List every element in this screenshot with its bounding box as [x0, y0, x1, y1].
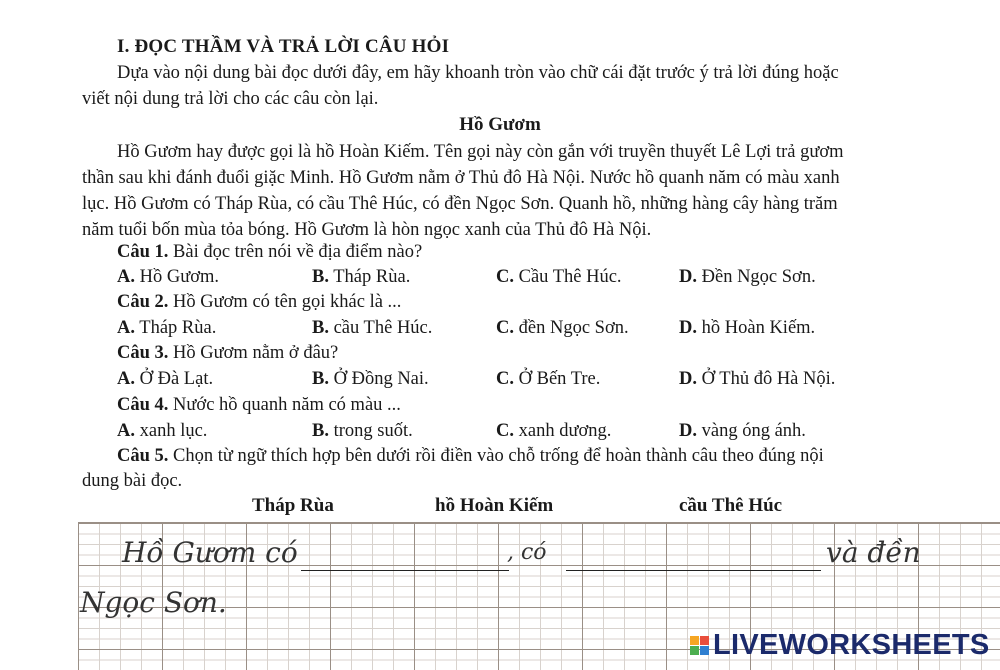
q4-option-c[interactable]: C. xanh dương.	[496, 421, 612, 441]
q3-option-b[interactable]: B. Ở Đồng Nai.	[312, 369, 429, 389]
question-3	[117, 343, 338, 364]
question-text: Chọn từ ngữ thích hợp bên dưới rồi điền vào chỗ trống để hoàn thành câu theo đúng nội	[168, 446, 824, 466]
section-title: I. ĐỌC THẦM VÀ TRẢ LỜI CÂU HỎI	[117, 36, 450, 57]
answer-blank-2[interactable]	[566, 570, 821, 571]
q1-option-b[interactable]: B. Tháp Rùa.	[312, 267, 411, 287]
question-label: Câu 5.	[117, 446, 169, 466]
passage-line: năm tuổi bốn mùa tỏa bóng. Hồ Gươm là hòn ngọc xanh của Thủ đô Hà Nội.	[82, 220, 652, 240]
word-bank-item[interactable]: cầu Thê Húc	[679, 495, 783, 516]
question-text: Nước hồ quanh năm có màu ...	[168, 395, 401, 415]
passage-line: Hồ Gươm hay được gọi là hồ Hoàn Kiếm. Tên gọi này còn gắn với truyền thuyết Lê Lợi trả gươm	[117, 142, 844, 162]
handwriting-text: và đền	[826, 536, 921, 569]
q2-option-a[interactable]: A. Tháp Rùa.	[117, 318, 217, 338]
question-label: Câu 3.	[117, 343, 169, 363]
passage-line: thần sau khi đánh đuổi giặc Minh. Hồ Gươm nằm ở Thủ đô Hà Nội. Nước hồ quanh năm có màu xanh	[82, 168, 840, 188]
question-label: Câu 2.	[117, 292, 169, 312]
liveworksheets-logo	[690, 628, 990, 662]
handwriting-text: , có	[507, 540, 547, 565]
answer-blank-1[interactable]	[301, 570, 509, 571]
q3-option-c[interactable]: C. Ở Bến Tre.	[496, 369, 601, 389]
handwriting-text: Hồ Gươm có	[122, 536, 298, 569]
passage-line: lục. Hồ Gươm có Tháp Rùa, có cầu Thê Húc, có đền Ngọc Sơn. Quanh hồ, những hàng cây hàng trăm	[82, 194, 838, 214]
q2-option-d[interactable]: D. hồ Hoàn Kiếm.	[679, 318, 816, 338]
word-bank-item[interactable]: hồ Hoàn Kiếm	[435, 495, 554, 516]
liveworksheets-logo-icon	[690, 636, 709, 655]
question-text: Bài đọc trên nói về địa điểm nào?	[168, 242, 423, 262]
question-text: Hồ Gươm nằm ở đâu?	[168, 343, 339, 363]
question-5	[117, 446, 824, 467]
q2-option-b[interactable]: B. cầu Thê Húc.	[312, 318, 433, 338]
question-4	[117, 395, 401, 416]
q4-option-a[interactable]: A. xanh lục.	[117, 421, 208, 441]
q3-option-a[interactable]: A. Ở Đà Lạt.	[117, 369, 214, 389]
handwriting-text: Ngọc Sơn.	[80, 586, 227, 619]
q1-option-d[interactable]: D. Đền Ngọc Sơn.	[679, 267, 816, 287]
question-5-line-2: dung bài đọc.	[82, 471, 183, 491]
q4-option-b[interactable]: B. trong suốt.	[312, 421, 413, 441]
question-label: Câu 1.	[117, 242, 169, 262]
instruction-line-1: Dựa vào nội dung bài đọc dưới đây, em hãy khoanh tròn vào chữ cái đặt trước ý trả lời đúng hoặc	[117, 63, 839, 83]
q3-option-d[interactable]: D. Ở Thủ đô Hà Nội.	[679, 369, 836, 389]
q4-option-d[interactable]: D. vàng óng ánh.	[679, 421, 806, 441]
question-text: Hồ Gươm có tên gọi khác là ...	[168, 292, 402, 312]
q2-option-c[interactable]: C. đền Ngọc Sơn.	[496, 318, 629, 338]
logo-text: LIVEWORKSHEETS	[713, 628, 990, 661]
question-1	[117, 242, 422, 263]
q1-option-c[interactable]: C. Cầu Thê Húc.	[496, 267, 622, 287]
q1-option-a[interactable]: A. Hồ Gươm.	[117, 267, 220, 287]
reading-title: Hồ Gươm	[459, 114, 541, 135]
instruction-line-2: viết nội dung trả lời cho các câu còn lại.	[82, 89, 379, 109]
question-2	[117, 292, 401, 313]
question-label: Câu 4.	[117, 395, 169, 415]
word-bank-item[interactable]: Tháp Rùa	[252, 495, 334, 516]
